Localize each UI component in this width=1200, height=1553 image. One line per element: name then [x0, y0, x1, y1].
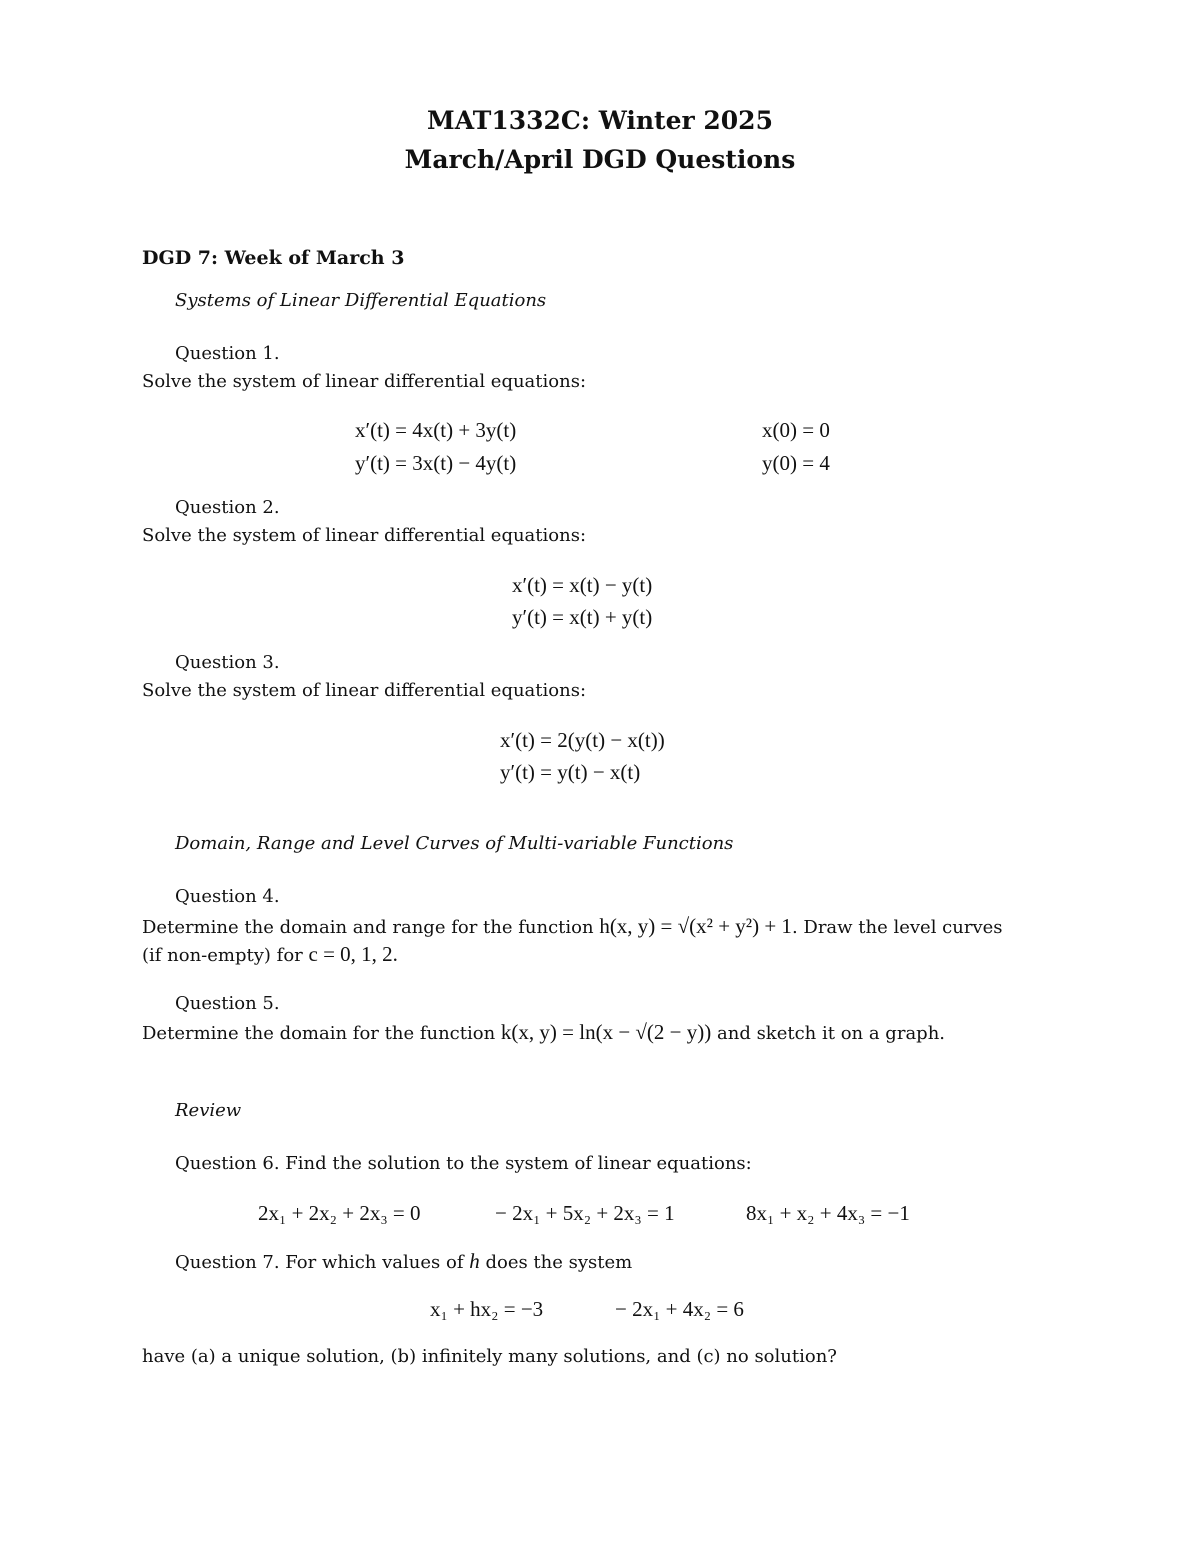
question-7-line: [175, 1249, 632, 1274]
section-domain-heading: Domain, Range and Level Curves of Multi-variable Functions: [175, 833, 734, 854]
section-systems-heading: Systems of Linear Differential Equations: [175, 290, 547, 311]
question-4-text-c: (if non-empty) for: [142, 945, 303, 966]
question-6-equation-1: 2x₁ + 2x₂ + 2x₃ = 0: [258, 1201, 421, 1225]
question-7-prompt-b: does the system: [485, 1252, 633, 1273]
question-5-line: [142, 1020, 945, 1045]
question-6-equation-3: 8x₁ + x₂ + 4x₃ = −1: [746, 1201, 910, 1225]
question-4-function: h(x, y) = √(x² + y²) + 1: [599, 914, 792, 938]
question-5-text-a: Determine the domain for the function: [142, 1023, 496, 1044]
question-4-text-a: Determine the domain and range for the function: [142, 917, 594, 938]
question-2-equation-2: y′(t) = x(t) + y(t): [512, 605, 653, 629]
question-6-line: [175, 1153, 752, 1174]
question-2-prompt: Solve the system of linear differential equations:: [142, 525, 587, 546]
question-4-level-values: c = 0, 1, 2.: [308, 942, 398, 966]
question-3-equation-2: y′(t) = y(t) − x(t): [500, 760, 641, 784]
question-7-equation-1: x₁ + hx₂ = −3: [430, 1297, 544, 1321]
question-1-initial-condition-1: x(0) = 0: [762, 418, 830, 442]
question-1-initial-condition-2: y(0) = 4: [762, 451, 830, 475]
document-subtitle: March/April DGD Questions: [404, 145, 796, 174]
question-5-function: k(x, y) = ln(x − √(2 − y)): [500, 1020, 712, 1044]
question-6-label: Question 6.: [175, 1153, 280, 1174]
question-5-text-b: and sketch it on a graph.: [717, 1023, 946, 1044]
question-3-equation-1: x′(t) = 2(y(t) − x(t)): [500, 728, 665, 752]
question-1-equation-2: y′(t) = 3x(t) − 4y(t): [355, 451, 517, 475]
question-4-text-b: . Draw the level curves: [791, 917, 1003, 938]
dgd7-heading: DGD 7: Week of March 3: [142, 247, 405, 269]
question-5-label: Question 5.: [175, 993, 280, 1014]
question-6-prompt: Find the solution to the system of linear equations:: [285, 1153, 752, 1174]
section-review-heading: Review: [175, 1100, 242, 1121]
question-7-label: Question 7.: [175, 1252, 280, 1273]
question-4-line-2: [142, 942, 398, 967]
question-3-prompt: Solve the system of linear differential equations:: [142, 680, 587, 701]
course-title: MAT1332C: Winter 2025: [427, 106, 773, 135]
question-4-line-1: [142, 914, 1003, 939]
question-1-label: Question 1.: [175, 343, 280, 364]
question-2-equation-1: x′(t) = x(t) − y(t): [512, 573, 653, 597]
question-7-equation-2: − 2x₁ + 4x₂ = 6: [615, 1297, 744, 1321]
question-1-prompt: Solve the system of linear differential equations:: [142, 371, 587, 392]
question-3-label: Question 3.: [175, 652, 280, 673]
question-6-equation-2: − 2x₁ + 5x₂ + 2x₃ = 1: [495, 1201, 675, 1225]
question-1-equation-1: x′(t) = 4x(t) + 3y(t): [355, 418, 517, 442]
question-4-label: Question 4.: [175, 886, 280, 907]
question-2-label: Question 2.: [175, 497, 280, 518]
question-7-variable: h: [469, 1249, 480, 1273]
question-7-prompt-a: For which values of: [285, 1252, 464, 1273]
question-7-closing: have (a) a unique solution, (b) infinitely many solutions, and (c) no solution?: [142, 1346, 837, 1367]
